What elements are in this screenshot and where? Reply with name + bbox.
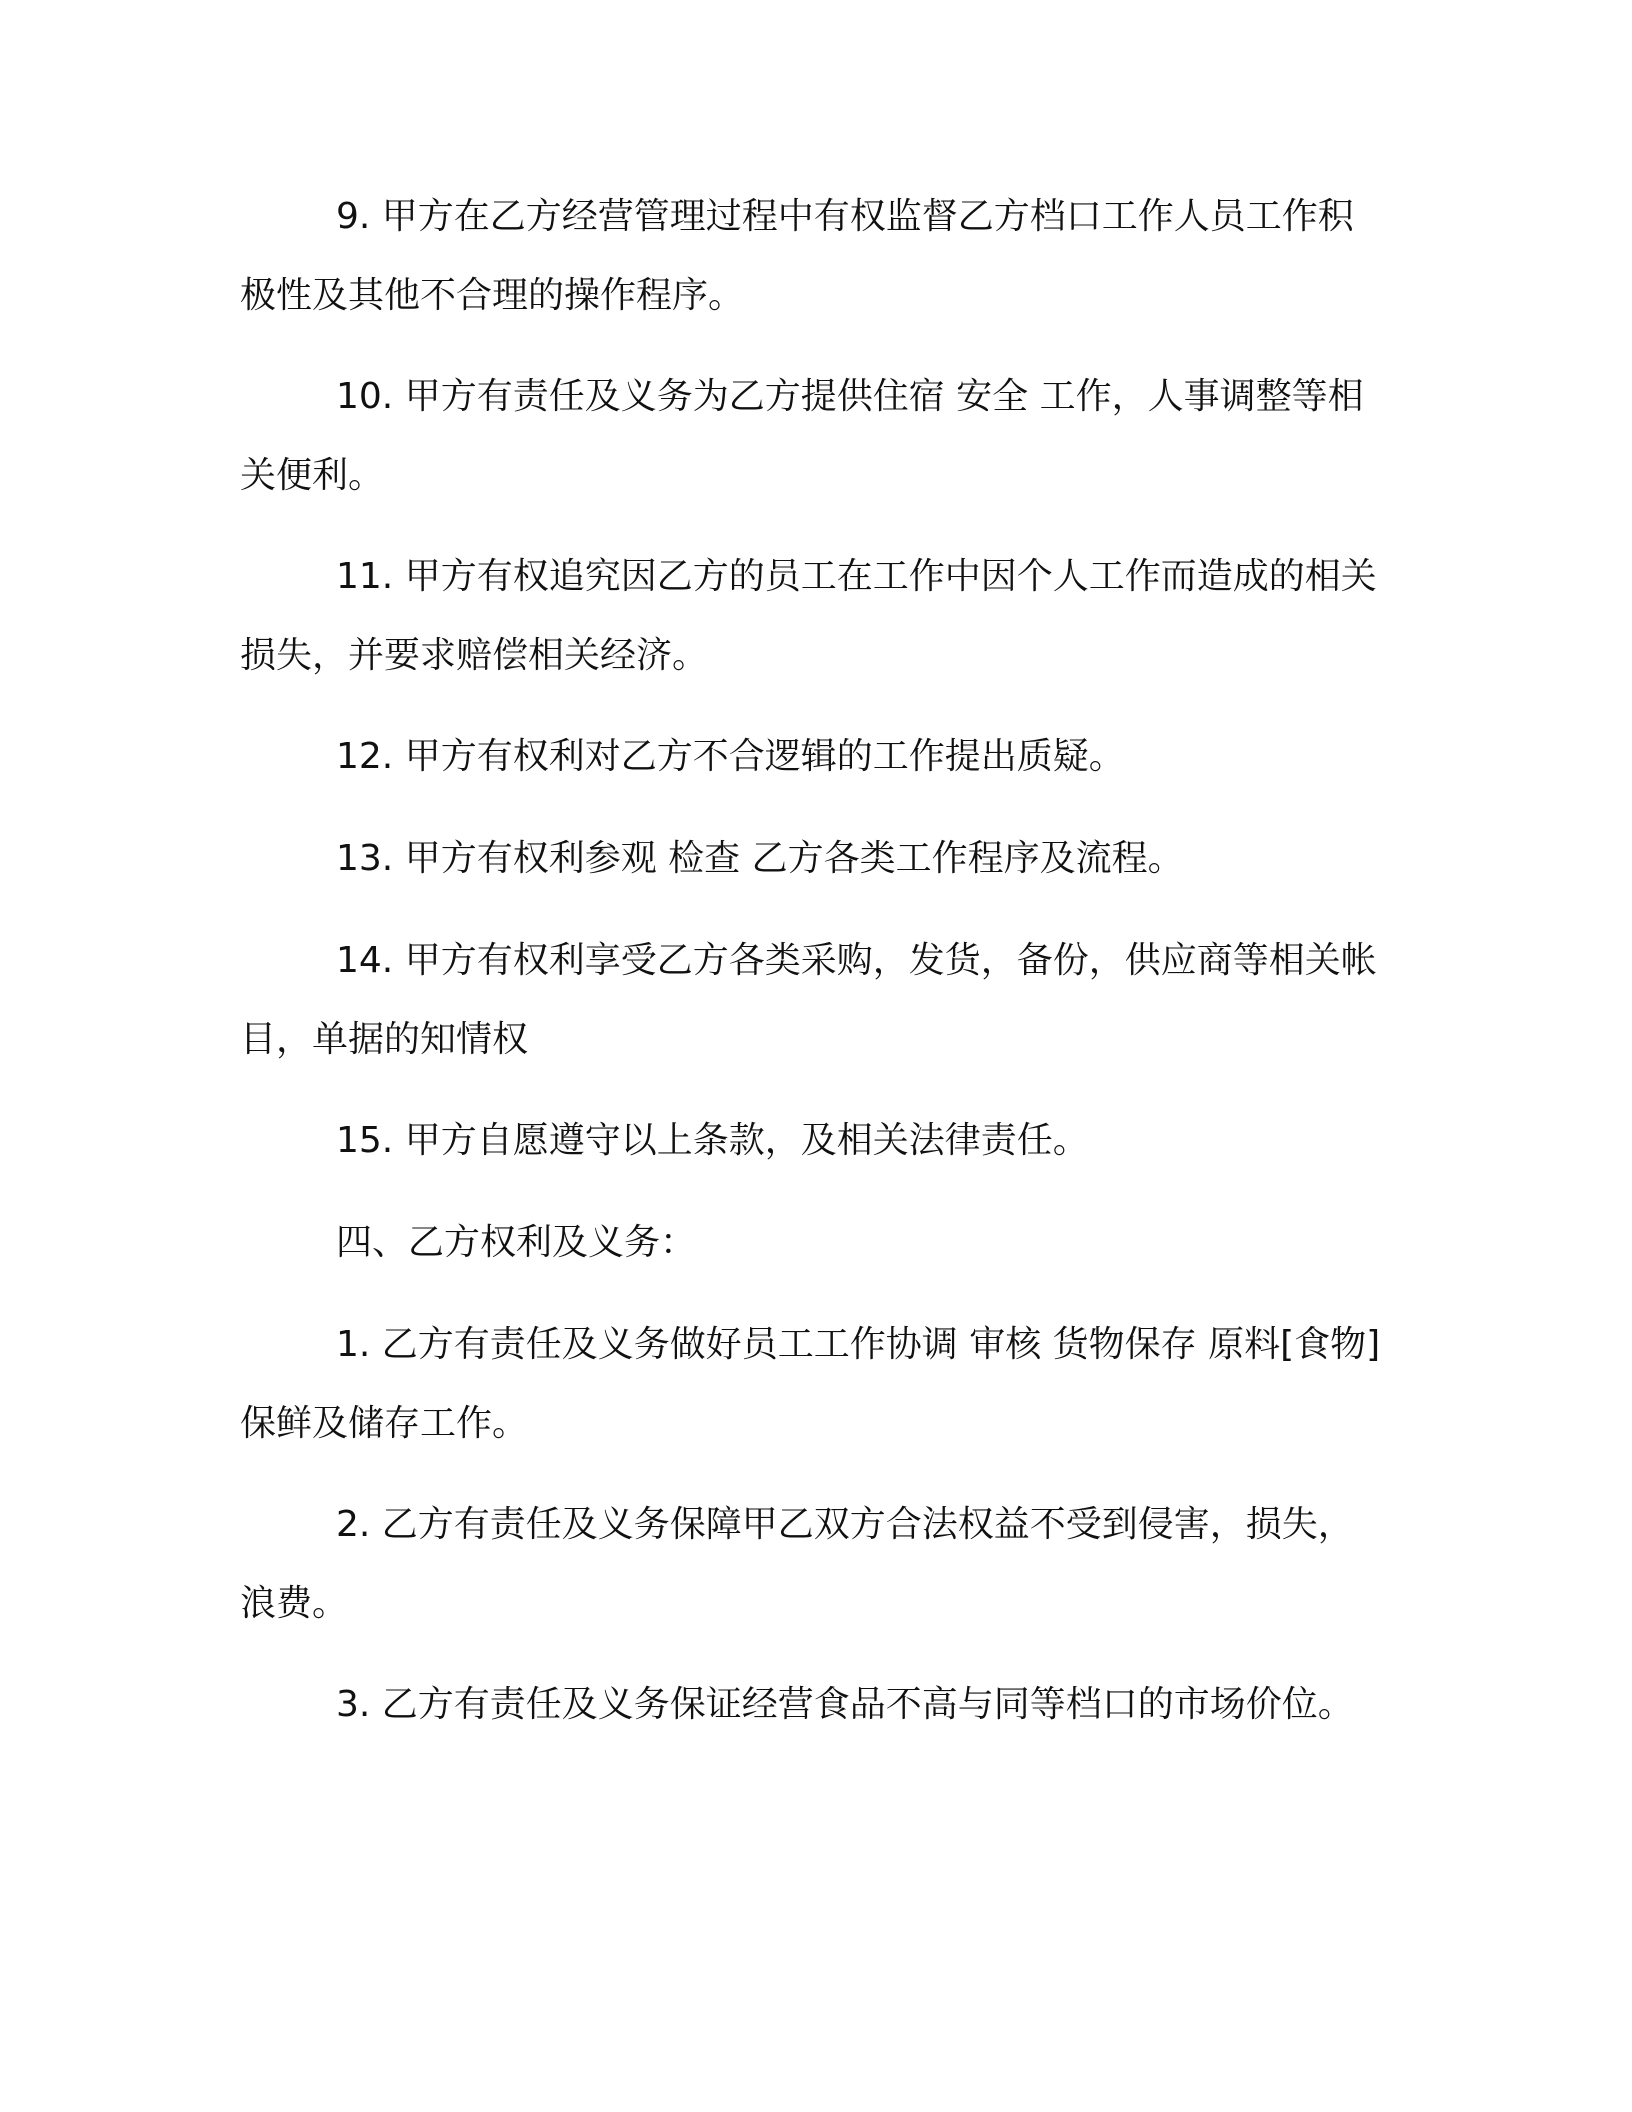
paragraph-party-b-2: 2. 乙方有责任及义务保障甲乙双方合法权益不受到侵害，损失，浪费。 xyxy=(240,1504,1354,1624)
paragraph-party-b-3: 3. 乙方有责任及义务保证经营食品不高与同等档口的市场价位。 xyxy=(336,1684,1354,1725)
paragraph-clause-9: 9. 甲方在乙方经营管理过程中有权监督乙方档口工作人员工作积极性及其他不合理的操作程序。 xyxy=(240,196,1354,316)
section-heading-party-b: 四、乙方权利及义务： xyxy=(336,1222,697,1263)
paragraph-party-b-1: 1. 乙方有责任及义务做好员工工作协调 审核 货物保存 原料[食物]保鲜及储存工作。 xyxy=(240,1324,1381,1444)
paragraph-clause-14: 14. 甲方有权利享受乙方各类采购，发货，备份，供应商等相关帐目，单据的知情权 xyxy=(240,940,1377,1060)
paragraph-clause-10: 10. 甲方有责任及义务为乙方提供住宿 安全 工作，人事调整等相关便利。 xyxy=(240,376,1364,496)
paragraph-clause-11: 11. 甲方有权追究因乙方的员工在工作中因个人工作而造成的相关损失，并要求赔偿相关经济。 xyxy=(240,556,1377,676)
paragraph-clause-13: 13. 甲方有权利参观 检查 乙方各类工作程序及流程。 xyxy=(336,838,1184,879)
paragraph-clause-12: 12. 甲方有权利对乙方不合逻辑的工作提出质疑。 xyxy=(336,736,1125,777)
paragraph-clause-15: 15. 甲方自愿遵守以上条款，及相关法律责任。 xyxy=(336,1120,1089,1161)
